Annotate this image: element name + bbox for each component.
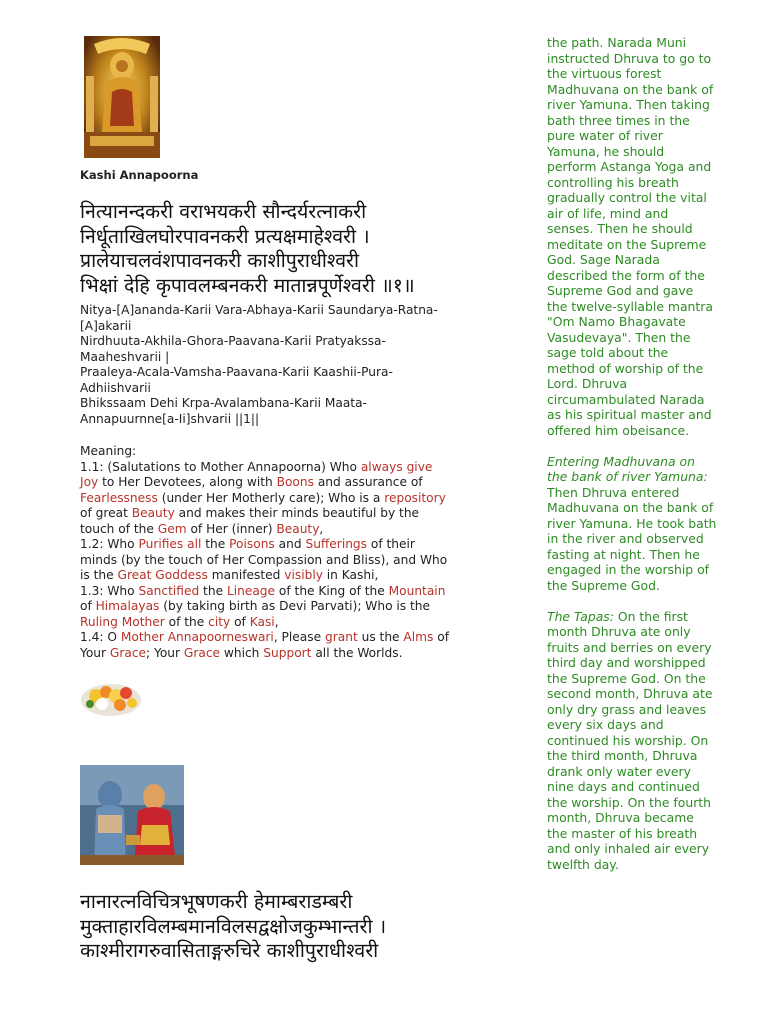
keyword-link[interactable]: repository bbox=[384, 490, 446, 505]
translit-line: Adhiishvarii bbox=[80, 380, 151, 395]
verse2-devanagari bbox=[80, 890, 500, 964]
meaning-text: of their bbox=[367, 537, 415, 551]
keyword-link[interactable]: Purifies all bbox=[138, 537, 202, 551]
keyword-link[interactable]: Grace bbox=[109, 645, 147, 660]
verse-line: नानारत्नविचित्रभूषणकरी हेमाम्बराडम्बरी bbox=[80, 890, 353, 913]
meaning-text: and assurance of bbox=[313, 475, 423, 489]
keyword-link[interactable]: Lineage bbox=[226, 583, 276, 598]
verse-line: काश्मीरागरुवासिताङ्गरुचिरे काशीपुराधीश्वरी bbox=[80, 939, 379, 962]
meaning-text: of the King of the bbox=[275, 583, 389, 598]
meaning-text: of bbox=[80, 599, 96, 613]
meaning-text: of bbox=[230, 614, 250, 629]
meaning-text: and makes their minds beautiful by the bbox=[174, 506, 420, 520]
meaning-text: of the bbox=[164, 614, 209, 629]
verse1-devanagari bbox=[80, 200, 500, 298]
keyword-link[interactable]: Great Goddess bbox=[117, 568, 208, 582]
translit-line: Nitya-[A]ananda-Karii Vara-Abhaya-Karii Saundarya-Ratna- bbox=[80, 303, 438, 317]
meaning-line bbox=[80, 475, 500, 491]
translit-line: [A]akarii bbox=[80, 318, 132, 333]
keyword-link[interactable]: Sufferings bbox=[305, 537, 368, 551]
meaning-text: 1.1: (Salutations to Mother Annapoorna) Who bbox=[80, 459, 361, 474]
keyword-link[interactable]: Joy bbox=[80, 475, 99, 489]
meaning-text: (by taking birth as Devi Parvati); Who is the bbox=[159, 599, 431, 613]
meaning-text: 1.2: Who bbox=[80, 537, 139, 551]
meaning-lines bbox=[80, 460, 500, 662]
story-paragraph: the path. Narada Muni instructed Dhruva to go to the virtuous forest Madhuvana on the bank of river Yamuna. Then taking bath three times in the pure water of river Yamuna, he should perform Astanga Yoga and controlling his breath gradually control the vital air of life, mind and senses. Then he should meditate on the Supreme God. Sage Narada described the form of the Supreme God and gave the twelve-syllable mantra "Om Namo Bhagavate Vasudevaya". Then the sage told about the method of worship of the Lord. Dhruva circumambulated Narada as his spiritual master and offered him obeisance. bbox=[547, 35, 714, 438]
meaning-line bbox=[80, 630, 500, 646]
story-paragraph bbox=[547, 454, 717, 594]
meaning-section bbox=[80, 444, 500, 661]
meaning-text: the bbox=[201, 537, 230, 551]
paragraph-text: Then Dhruva entered Madhuvana on the bank of river Yamuna. He took bath in the river and observed fasting at night. Then he engaged in the worship of the Supreme God. bbox=[547, 484, 717, 593]
meaning-text: touch of the bbox=[80, 521, 158, 536]
meaning-heading: Meaning: bbox=[80, 444, 137, 458]
meaning-text: (under Her Motherly care); Who is a bbox=[157, 490, 385, 505]
meaning-text: to Her Devotees, along with bbox=[98, 475, 277, 489]
meaning-line bbox=[80, 615, 500, 631]
keyword-link[interactable]: Himalayas bbox=[95, 599, 160, 613]
keyword-link[interactable]: Alms bbox=[403, 630, 434, 644]
keyword-link[interactable]: Fearlessness bbox=[80, 490, 158, 505]
translit-line: Annapuurnne[a-Ii]shvarii ||1|| bbox=[80, 411, 260, 426]
story-paragraph bbox=[547, 609, 717, 873]
keyword-link[interactable]: Mountain bbox=[388, 583, 446, 598]
verse-line: नित्यानन्दकरी वराभयकरी सौन्दर्यरत्नाकरी bbox=[80, 200, 367, 223]
translit-line: Praaleya-Acala-Vamsha-Paavana-Karii Kaashii-Pura- bbox=[80, 365, 393, 379]
meaning-line bbox=[80, 491, 500, 507]
translit-line: Nirdhuuta-Akhila-Ghora-Paavana-Karii Pratyakssa- bbox=[80, 334, 386, 348]
verse1-transliteration bbox=[80, 303, 500, 427]
meaning-line bbox=[80, 506, 500, 522]
section-label: Entering Madhuvana on the bank of river Yamuna: bbox=[547, 453, 708, 484]
keyword-link[interactable]: Gem bbox=[157, 521, 187, 536]
keyword-link[interactable]: Poisons bbox=[229, 537, 275, 551]
deity-image bbox=[84, 36, 160, 158]
keyword-link[interactable]: Ruling Mother bbox=[80, 614, 165, 629]
keyword-link[interactable]: visibly bbox=[284, 568, 323, 582]
keyword-link[interactable]: always give bbox=[360, 459, 433, 474]
verse-line: भिक्षां देहि कृपावलम्बनकरी मातान्नपूर्णेश्वरी ॥१॥ bbox=[80, 273, 415, 297]
flowers-image bbox=[80, 676, 142, 718]
section-label: The Tapas: bbox=[547, 608, 614, 624]
translit-line: Bhikssaam Dehi Krpa-Avalambana-Karii Maata- bbox=[80, 396, 367, 410]
meaning-line bbox=[80, 646, 500, 662]
meaning-line bbox=[80, 584, 500, 600]
paragraph-text: On the first month Dhruva ate only fruits and berries on every third day and worshipped the Supreme God. On the second month, Dhruva ate only dry grass and leaves every six days and continued his worship. On the third month, Dhruva drank only water every nine days and continued the worship. On the fourth month, Dhruva became the master of his breath and only inhaled air every twelfth day. bbox=[547, 608, 713, 872]
meaning-text: 1.4: O bbox=[80, 630, 121, 644]
keyword-link[interactable]: Support bbox=[263, 645, 312, 660]
meaning-line bbox=[80, 537, 500, 553]
meaning-text: , bbox=[319, 521, 324, 536]
meaning-text: of bbox=[433, 630, 449, 644]
keyword-link[interactable]: Mother Annapoorneswari bbox=[120, 630, 274, 644]
verse-line: प्रालेयाचलवंशपावनकरी काशीपुराधीश्वरी bbox=[80, 249, 360, 272]
meaning-text: which bbox=[220, 645, 264, 660]
meaning-line bbox=[80, 568, 500, 584]
meaning-text: is the bbox=[80, 568, 118, 582]
meaning-line bbox=[80, 553, 500, 569]
keyword-link[interactable]: city bbox=[208, 614, 231, 629]
keyword-link[interactable]: Beauty bbox=[131, 506, 175, 520]
translit-line: Maaheshvarii | bbox=[80, 349, 170, 364]
meaning-text: in Kashi, bbox=[322, 568, 379, 582]
meaning-text: minds (by the touch of Her Compassion and Bliss), and Who bbox=[80, 552, 448, 567]
keyword-link[interactable]: Grace bbox=[183, 645, 221, 660]
keyword-link[interactable]: Beauty bbox=[276, 521, 320, 536]
meaning-text: and bbox=[274, 537, 306, 551]
meaning-line bbox=[80, 599, 500, 615]
meaning-text: ; Your bbox=[146, 645, 184, 660]
meaning-text: of great bbox=[80, 506, 132, 520]
meaning-text: manifested bbox=[207, 568, 285, 582]
meaning-line bbox=[80, 522, 500, 538]
keyword-link[interactable]: Kasi bbox=[249, 614, 275, 629]
shiva-parvati-image bbox=[80, 765, 184, 865]
meaning-text: the bbox=[199, 583, 227, 598]
keyword-link[interactable]: Boons bbox=[276, 475, 314, 489]
meaning-text: all the Worlds. bbox=[311, 645, 403, 660]
meaning-line bbox=[80, 460, 500, 476]
meaning-text: of Her (inner) bbox=[186, 521, 277, 536]
verse-line: निर्धूताखिलघोरपावनकरी प्रत्यक्षमाहेश्वरी । bbox=[80, 224, 370, 248]
meaning-text: Your bbox=[80, 645, 110, 660]
keyword-link[interactable]: grant bbox=[325, 630, 358, 644]
meaning-text: 1.3: Who bbox=[80, 583, 139, 598]
keyword-link[interactable]: Sanctified bbox=[138, 583, 200, 598]
verse-line: मुक्ताहारविलम्बमानविलसद्वक्षोजकुम्भान्तरी । bbox=[80, 914, 387, 938]
meaning-text: , bbox=[274, 614, 279, 629]
dhruva-story-column bbox=[547, 35, 717, 888]
meaning-text: , Please bbox=[273, 630, 325, 644]
image-caption: Kashi Annapoorna bbox=[80, 168, 199, 182]
meaning-text: us the bbox=[357, 630, 404, 644]
